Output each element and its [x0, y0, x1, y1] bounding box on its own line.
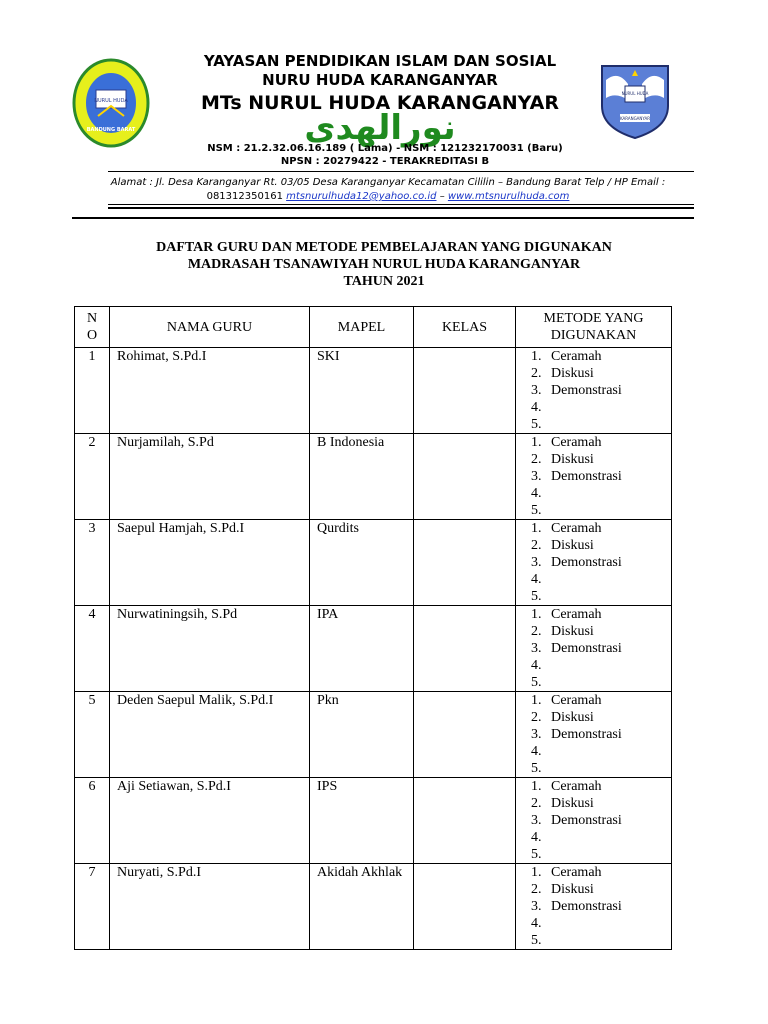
header-rule-top [108, 171, 694, 172]
col-header-nama: NAMA GURU [110, 307, 310, 348]
method-item [545, 915, 671, 932]
npsn-accreditation: NPSN : 20279422 - TERAKREDITASI B [280, 156, 490, 167]
teacher-name: Nurjamilah, S.Pd [110, 434, 310, 520]
method-list-cell [516, 692, 672, 778]
teacher-name: Deden Saepul Malik, S.Pd.I [110, 692, 310, 778]
method-item: 3. Demonstrasi [545, 726, 671, 743]
subject: IPA [310, 606, 414, 692]
email-link[interactable]: mtsnurulhuda12@yahoo.co.id [286, 191, 437, 202]
method-list-cell [516, 520, 672, 606]
svg-text:NURUL HUDA: NURUL HUDA [94, 98, 128, 104]
arabic-calligraphy: نورالهدى [304, 108, 456, 148]
method-item [545, 829, 671, 846]
method-item: 1. Ceramah [545, 778, 671, 795]
svg-text:NURUL HUDA: NURUL HUDA [621, 91, 649, 96]
subject: B Indonesia [310, 434, 414, 520]
method-item: 2. Diskusi [545, 795, 671, 812]
teacher-table [74, 306, 672, 950]
class [414, 348, 516, 434]
subject: IPS [310, 778, 414, 864]
teacher-name: Nurwatiningsih, S.Pd [110, 606, 310, 692]
document-year: TAHUN 2021 [343, 274, 425, 289]
madrasah-logo [598, 62, 672, 140]
method-item: 1. Ceramah [545, 434, 671, 451]
method-item: 1. Ceramah [545, 520, 671, 537]
method-item: 2. Diskusi [545, 881, 671, 898]
method-list-cell [516, 606, 672, 692]
page-divider [72, 217, 694, 219]
svg-text:KARANGANYAR: KARANGANYAR [619, 116, 651, 121]
method-item: 1. Ceramah [545, 692, 671, 709]
method-item: 3. Demonstrasi [545, 554, 671, 571]
header-rule-bottom-1 [108, 204, 694, 205]
col-header-metode: METODE YANG DIGUNAKAN [516, 307, 672, 348]
foundation-name: YAYASAN PENDIDIKAN ISLAM DAN SOSIAL [203, 52, 557, 70]
class [414, 864, 516, 950]
phone-number: 081312350161 [206, 191, 283, 202]
col-header-kelas: KELAS [414, 307, 516, 348]
row-number: 5 [75, 692, 110, 778]
class [414, 692, 516, 778]
method-item: 2. Diskusi [545, 709, 671, 726]
svg-text:BANDUNG BARAT: BANDUNG BARAT [86, 127, 136, 133]
method-item [545, 416, 671, 433]
subject: Pkn [310, 692, 414, 778]
header-rule-bottom-2 [108, 207, 694, 209]
method-list-cell [516, 778, 672, 864]
row-number: 3 [75, 520, 110, 606]
teacher-name: Aji Setiawan, S.Pd.I [110, 778, 310, 864]
teacher-name: Saepul Hamjah, S.Pd.I [110, 520, 310, 606]
method-list-cell [516, 348, 672, 434]
method-list [516, 692, 671, 777]
table-header-row [75, 307, 672, 348]
contact-separator: – [439, 191, 445, 202]
address-text: Alamat : Jl. Desa Karanganyar Rt. 03/05 Desa Karanganyar Kecamatan Cililin – Bandung Barat Telp / HP Email : [110, 177, 666, 188]
contact-line [108, 190, 668, 204]
document-title: DAFTAR GURU DAN METODE PEMBELAJARAN YANG DIGUNAKAN [156, 240, 612, 255]
method-item: 1. Ceramah [545, 348, 671, 365]
method-item: 2. Diskusi [545, 365, 671, 382]
method-item [545, 399, 671, 416]
method-item: 3. Demonstrasi [545, 468, 671, 485]
method-item [545, 932, 671, 949]
foundation-subname: NURU HUDA KARANGANYAR [262, 71, 498, 89]
table-row [75, 520, 672, 606]
method-item: 1. Ceramah [545, 864, 671, 881]
school-name: MTs NURUL HUDA KARANGANYAR [201, 92, 559, 114]
class [414, 778, 516, 864]
method-item: 2. Diskusi [545, 451, 671, 468]
col-header-no: N O [75, 307, 110, 348]
row-number: 6 [75, 778, 110, 864]
method-list [516, 606, 671, 691]
method-item: 3. Demonstrasi [545, 640, 671, 657]
row-number: 4 [75, 606, 110, 692]
method-item [545, 657, 671, 674]
nsm-number: NSM : 21.2.32.06.16.189 ( Lama) - NSM : 121232170031 (Baru) [207, 143, 563, 154]
method-item: 3. Demonstrasi [545, 812, 671, 829]
method-item [545, 571, 671, 588]
row-number: 7 [75, 864, 110, 950]
table-row [75, 348, 672, 434]
method-item [545, 485, 671, 502]
row-number: 1 [75, 348, 110, 434]
method-list [516, 434, 671, 519]
table-row [75, 778, 672, 864]
table-row [75, 606, 672, 692]
method-item [545, 743, 671, 760]
document-subtitle: MADRASAH TSANAWIYAH NURUL HUDA KARANGANYAR [187, 257, 581, 272]
table-row [75, 434, 672, 520]
method-list [516, 520, 671, 605]
row-number: 2 [75, 434, 110, 520]
method-item [545, 502, 671, 519]
class [414, 434, 516, 520]
method-item [545, 588, 671, 605]
method-item [545, 846, 671, 863]
method-item: 3. Demonstrasi [545, 382, 671, 399]
method-item: 1. Ceramah [545, 606, 671, 623]
address-block [108, 176, 668, 204]
subject: Qurdits [310, 520, 414, 606]
method-list [516, 348, 671, 433]
class [414, 606, 516, 692]
method-list-cell [516, 864, 672, 950]
table-row [75, 864, 672, 950]
col-header-mapel: MAPEL [310, 307, 414, 348]
table-row [75, 692, 672, 778]
teacher-name: Rohimat, S.Pd.I [110, 348, 310, 434]
website-link[interactable]: www.mtsnurulhuda.com [447, 191, 570, 202]
method-item [545, 760, 671, 777]
method-item: 2. Diskusi [545, 537, 671, 554]
method-item [545, 674, 671, 691]
method-list [516, 778, 671, 863]
teacher-name: Nuryati, S.Pd.I [110, 864, 310, 950]
method-item: 2. Diskusi [545, 623, 671, 640]
method-item: 3. Demonstrasi [545, 898, 671, 915]
method-list-cell [516, 434, 672, 520]
class [414, 520, 516, 606]
method-list [516, 864, 671, 949]
subject: SKI [310, 348, 414, 434]
subject: Akidah Akhlak [310, 864, 414, 950]
yayasan-logo [72, 58, 150, 148]
